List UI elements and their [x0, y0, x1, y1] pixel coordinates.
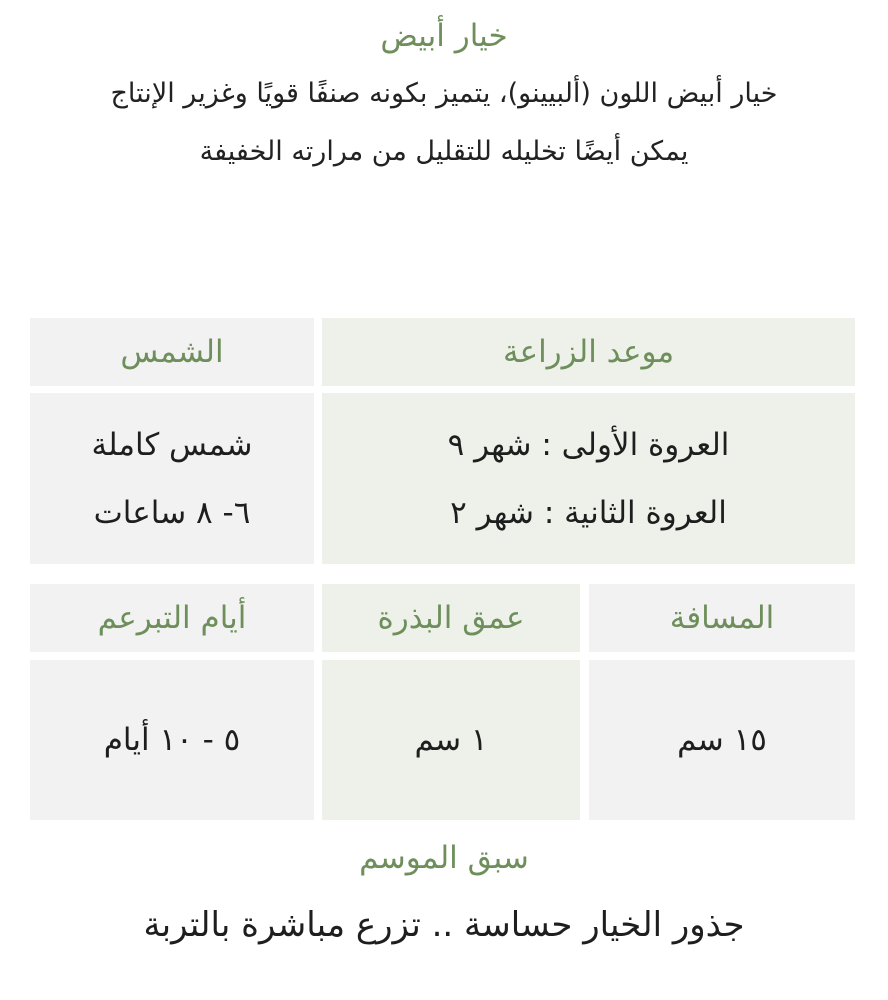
sun-header — [30, 318, 314, 386]
sun-cell — [30, 393, 314, 564]
planting-date-cell — [322, 393, 855, 564]
planting-first-season: العروة الأولى : شهر ٩ — [447, 426, 730, 463]
distance-header — [589, 584, 855, 652]
description-line-1: خيار أبيض اللون (ألبيينو)، يتميز بكونه صنفًا قويًا وغزير الإنتاج — [110, 78, 778, 109]
season-title: سبق الموسم — [359, 840, 529, 876]
seed-depth-header-label: عمق البذرة — [377, 600, 525, 636]
seed-depth-cell — [322, 660, 580, 820]
distance-header-label: المسافة — [669, 600, 775, 636]
sun-hours: ٦- ٨ ساعات — [93, 494, 251, 531]
sun-full: شمس كاملة — [91, 426, 253, 463]
sun-header-label: الشمس — [120, 334, 224, 370]
germination-days-cell — [30, 660, 314, 820]
planting-second-season: العروة الثانية : شهر ٢ — [450, 494, 727, 531]
germination-days-value: ٥ - ١٠ أيام — [103, 722, 241, 758]
seed-depth-value: ١ سم — [414, 722, 488, 758]
distance-cell — [589, 660, 855, 820]
distance-value: ١٥ سم — [677, 722, 767, 758]
description-line-2: يمكن أيضًا تخليله للتقليل من مرارته الخفيفة — [199, 136, 689, 167]
germination-days-header — [30, 584, 314, 652]
planting-date-header — [322, 318, 855, 386]
germination-days-header-label: أيام التبرعم — [97, 600, 247, 636]
planting-date-header-label: موعد الزراعة — [502, 334, 675, 370]
page-title: خيار أبيض — [380, 18, 508, 54]
seed-depth-header — [322, 584, 580, 652]
season-text: جذور الخيار حساسة .. تزرع مباشرة بالتربة — [143, 905, 745, 945]
